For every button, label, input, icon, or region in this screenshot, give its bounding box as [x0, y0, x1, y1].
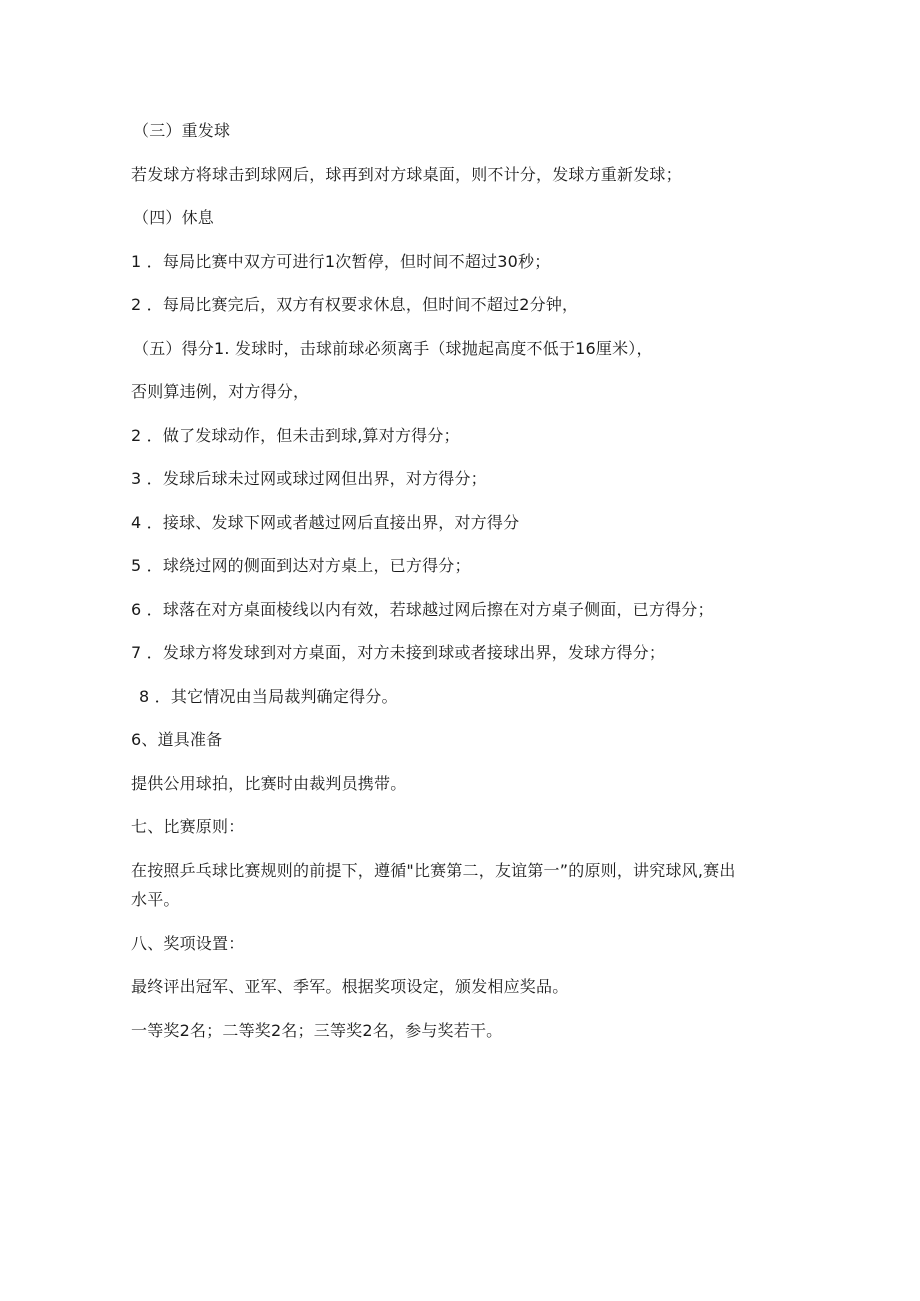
section-heading-principles: 七、比赛原则：	[131, 817, 245, 836]
paragraph-awards-2: 一等奖2名；二等奖2名；三等奖2名，参与奖若干。	[131, 1021, 503, 1040]
list-item-scoring-5: 5 ．球绕过网的侧面到达对方桌上，已方得分；	[131, 556, 471, 575]
section-heading-resend: （三）重发球	[133, 121, 231, 140]
list-item-scoring-4: 4 ．接球、发球下网或者越过网后直接出界，对方得分	[131, 513, 520, 532]
list-item-scoring-8: 8 ．其它情况由当局裁判确定得分。	[139, 687, 398, 706]
paragraph-resend-rule: 若发球方将球击到球网后，球再到对方球桌面，则不计分，发球方重新发球；	[131, 165, 682, 184]
list-item-rest-2: 2 ．每局比赛完后，双方有权要求休息，但时间不超过2分钟，	[131, 295, 579, 314]
paragraph-equipment: 提供公用球拍，比赛时由裁判员携带。	[131, 774, 407, 793]
paragraph-awards-1: 最终评出冠军、亚军、季军。根据奖项设定，颁发相应奖品。	[131, 977, 569, 996]
paragraph-principles-line-1: 在按照乒乓球比赛规则的前提下，遵循"比赛第二，友谊第一”的原则，讲究球风,赛出	[131, 861, 736, 880]
list-item-scoring-3: 3 ．发球后球未过网或球过网但出界，对方得分；	[131, 469, 487, 488]
list-item-scoring-6: 6 ．球落在对方桌面棱线以内有效，若球越过网后擦在对方桌子侧面，已方得分；	[131, 600, 714, 619]
section-heading-awards: 八、奖项设置：	[131, 934, 245, 953]
section-heading-equipment: 6、道具准备	[131, 730, 223, 749]
section-heading-rest: （四）休息	[133, 208, 215, 227]
paragraph-principles-line-2: 水平。	[131, 890, 180, 909]
paragraph-scoring-continued: 否则算违例，对方得分，	[131, 382, 310, 401]
section-heading-scoring: （五）得分1. 发球时，击球前球必须离手（球抛起高度不低于16厘米），	[133, 339, 653, 358]
list-item-rest-1: 1 ．每局比赛中双方可进行1次暂停，但时间不超过30秒；	[131, 252, 551, 271]
list-item-scoring-7: 7 ．发球方将发球到对方桌面，对方未接到球或者接球出界，发球方得分；	[131, 643, 666, 662]
list-item-scoring-2: 2 ．做了发球动作，但未击到球,算对方得分；	[131, 426, 460, 445]
